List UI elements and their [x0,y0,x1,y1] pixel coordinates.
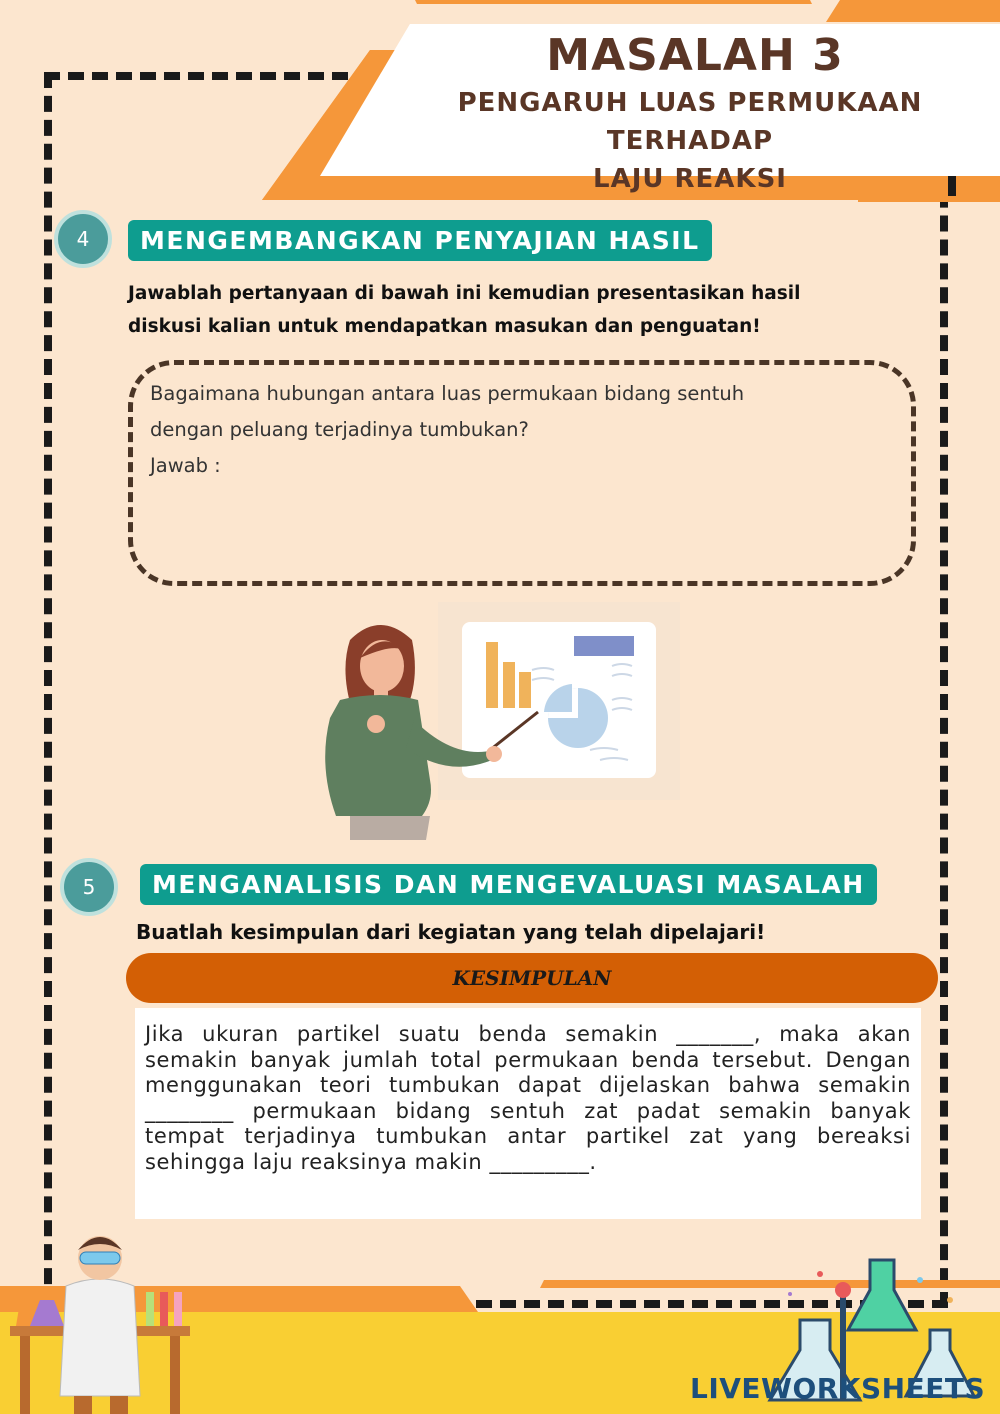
subtitle-line-2: LAJU REAKSI [593,164,787,194]
conclusion-text: Jika ukuran partikel suatu benda semakin _______, maka akan semakin banyak jumlah total permukaan benda tersebut. Dengan menggunakan teori tumbukan dapat dijelaskan bahwa semakin ________ permukaan bidang sentuh zat padat semakin banyak tempat terjadinya tumbukan antar partikel zat yang bereaksi sehingga laju reaksinya makin _________. [145,1022,911,1174]
section-5-label: MENGANALISIS DAN MENGEVALUASI MASALAH [140,864,877,905]
conclusion-header: KESIMPULAN [126,953,938,1003]
instruction-line-2: diskusi kalian untuk mendapatkan masukan dan penguatan! [128,316,761,337]
blank-field-2[interactable] [524,1100,634,1124]
page-title: MASALAH 3 [546,30,844,81]
instruction-line-1: Jawablah pertanyaan di bawah ini kemudian presentasikan hasil [128,283,801,304]
page-subtitle [380,84,1000,198]
subtitle-line-1: PENGARUH LUAS PERMUKAAN TERHADAP [457,88,923,156]
section-4-number: 4 [54,210,112,268]
answer-label: Jawab : [150,454,221,477]
answer-area[interactable] [150,486,890,566]
section-4-label: MENGEMBANGKAN PENYAJIAN HASIL [128,220,712,261]
question-line-2: dengan peluang terjadinya tumbukan? [150,418,529,441]
presenter-illustration [310,600,690,840]
blank-field-3[interactable] [370,1176,496,1200]
scientist-illustration [10,1230,200,1414]
section-4-instruction [128,277,928,343]
liveworksheets-logo: LIVEWORKSHEETS [690,1372,986,1405]
blank-field-1[interactable] [730,1024,818,1048]
question-text [150,376,900,484]
section-5-instruction: Buatlah kesimpulan dari kegiatan yang telah dipelajari! [136,920,766,944]
question-line-1: Bagaimana hubungan antara luas permukaan bidang sentuh [150,382,745,405]
section-5-number: 5 [60,858,118,916]
